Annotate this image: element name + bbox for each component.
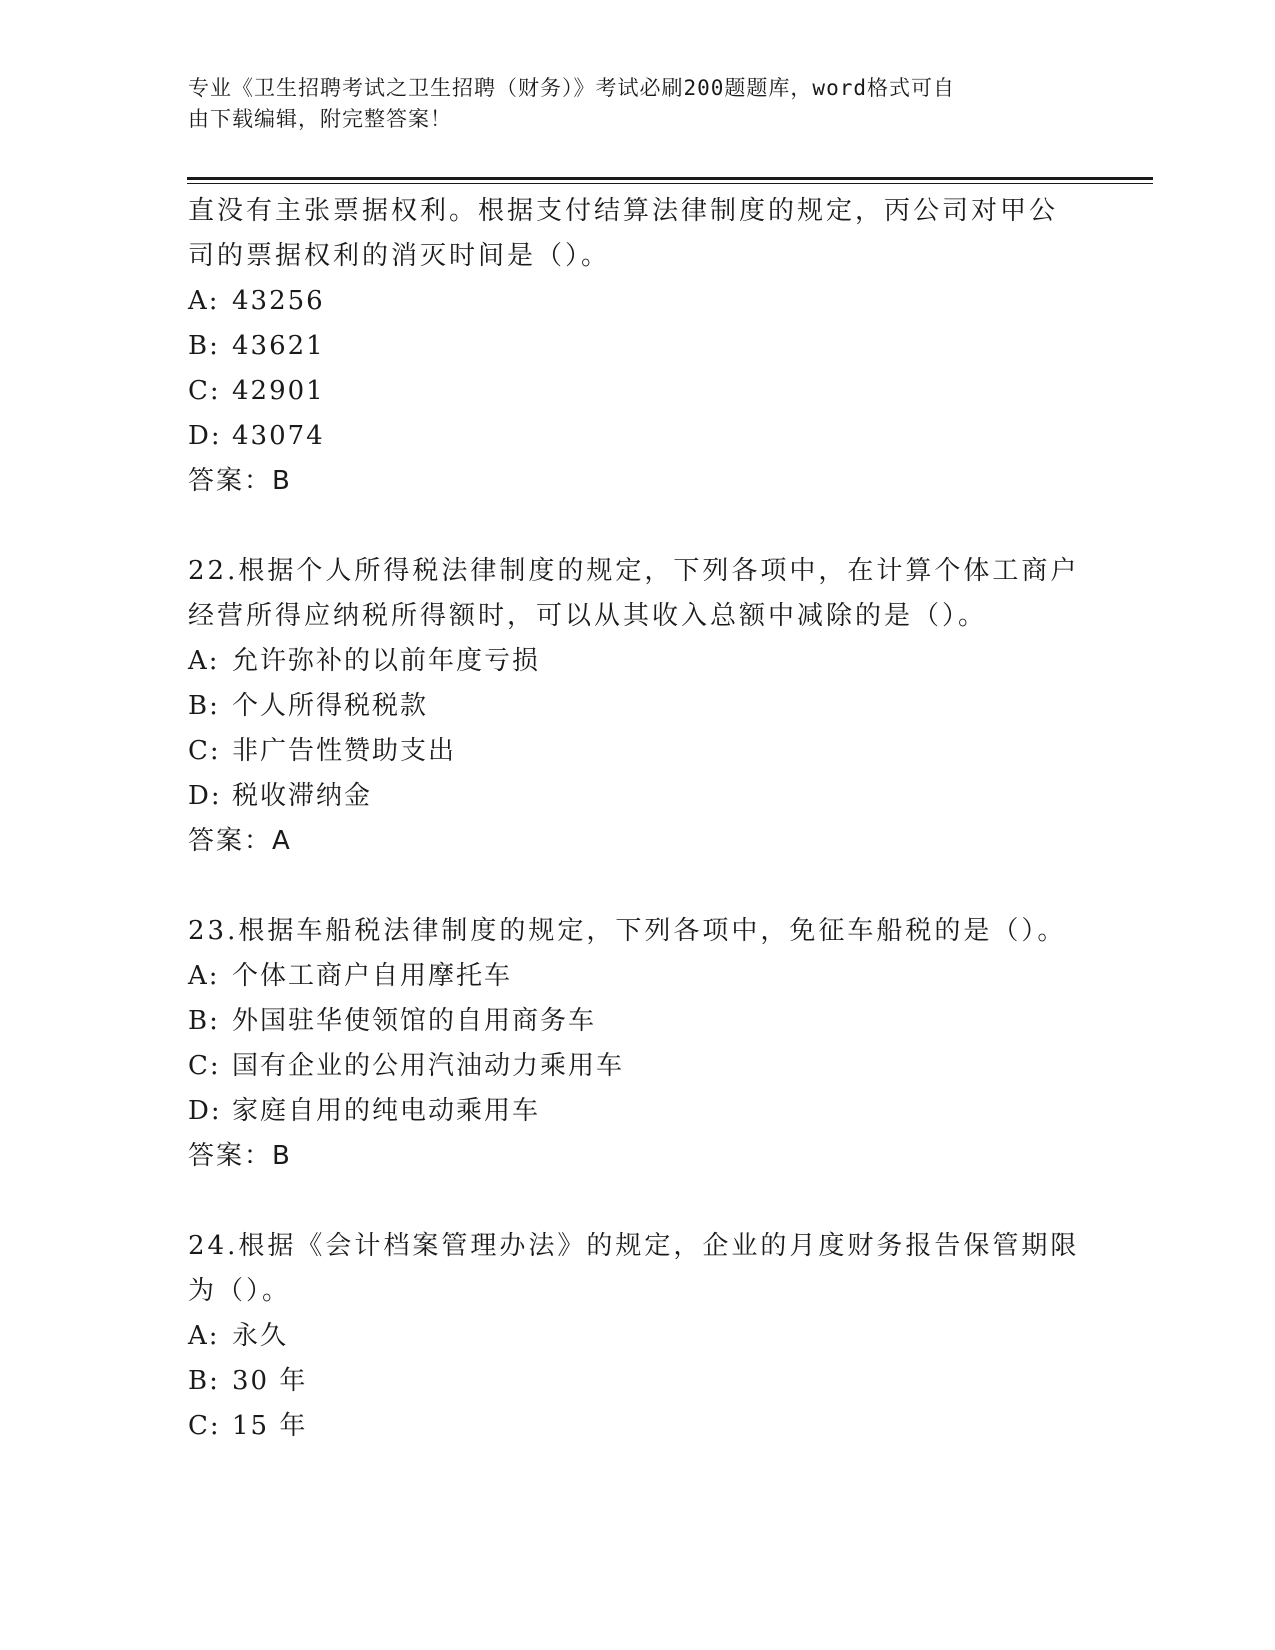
question-text-line: 23.根据车船税法律制度的规定，下列各项中，免征车船税的是（）。 (188, 916, 1067, 946)
header-divider-thin (187, 183, 1153, 184)
spacer (188, 504, 1088, 549)
question-text-line: 经营所得应纳税所得额时，可以从其收入总额中减除的是（）。 (188, 601, 988, 631)
option-letter: A: (188, 961, 220, 991)
option-letter: D: (188, 781, 222, 811)
option-text: 允许弥补的以前年度亏损 (232, 646, 541, 676)
option-text: 43256 (232, 286, 325, 316)
option-letter: B: (188, 331, 220, 361)
option-c (188, 1044, 1088, 1089)
option-b (188, 1359, 1088, 1404)
question-text-line: 司的票据权利的消灭时间是（）。 (188, 241, 611, 271)
question-23 (188, 909, 1088, 1179)
option-letter: B: (188, 1006, 220, 1036)
option-letter: B: (188, 1366, 220, 1396)
option-letter: D: (188, 1096, 222, 1126)
option-text: 43074 (232, 421, 325, 451)
question-21 (188, 189, 1088, 504)
answer: 答案：B (188, 1141, 292, 1171)
option-text: 42901 (232, 376, 325, 406)
answer: 答案：A (188, 826, 292, 856)
header-line-2: 由下载编辑，附完整答案！ (188, 107, 452, 131)
document-header (188, 73, 1068, 135)
option-text: 30 年 (232, 1366, 308, 1396)
answer: 答案：B (188, 466, 292, 496)
option-letter: C: (188, 376, 221, 406)
question-text-line: 为（）。 (188, 1276, 292, 1306)
question-22 (188, 549, 1088, 864)
option-text: 43621 (232, 331, 325, 361)
option-letter: A: (188, 1321, 220, 1351)
option-b (188, 999, 1088, 1044)
option-text: 15 年 (232, 1411, 308, 1441)
option-b (188, 324, 1088, 369)
option-text: 外国驻华使领馆的自用商务车 (232, 1006, 597, 1036)
option-d (188, 774, 1088, 819)
option-text: 税收滞纳金 (232, 781, 373, 811)
option-c (188, 729, 1088, 774)
option-a (188, 1314, 1088, 1359)
option-text: 国有企业的公用汽油动力乘用车 (232, 1051, 625, 1081)
header-line-1: 专业《卫生招聘考试之卫生招聘（财务）》考试必刷200题题库，word格式可自 (188, 76, 955, 100)
option-a (188, 279, 1088, 324)
option-a (188, 639, 1088, 684)
option-letter: A: (188, 286, 220, 316)
option-text: 个人所得税税款 (232, 691, 429, 721)
option-text: 家庭自用的纯电动乘用车 (232, 1096, 541, 1126)
spacer (188, 1179, 1088, 1224)
question-text-line: 24.根据《会计档案管理办法》的规定，企业的月度财务报告保管期限 (188, 1231, 1080, 1261)
option-b (188, 684, 1088, 729)
option-letter: C: (188, 1051, 221, 1081)
document-body (188, 189, 1088, 1449)
option-c (188, 369, 1088, 414)
option-text: 个体工商户自用摩托车 (232, 961, 513, 991)
question-24 (188, 1224, 1088, 1449)
option-letter: B: (188, 691, 220, 721)
option-d (188, 1089, 1088, 1134)
question-text-line: 直没有主张票据权利。根据支付结算法律制度的规定，丙公司对甲公 (188, 196, 1059, 226)
question-text-line: 22.根据个人所得税法律制度的规定，下列各项中，在计算个体工商户 (188, 556, 1080, 586)
option-letter: C: (188, 736, 221, 766)
spacer (188, 864, 1088, 909)
option-letter: D: (188, 421, 222, 451)
option-d (188, 414, 1088, 459)
option-c (188, 1404, 1088, 1449)
option-text: 永久 (232, 1321, 289, 1351)
option-text: 非广告性赞助支出 (232, 736, 457, 766)
option-a (188, 954, 1088, 999)
option-letter: A: (188, 646, 220, 676)
header-divider-thick (187, 177, 1153, 180)
option-letter: C: (188, 1411, 221, 1441)
